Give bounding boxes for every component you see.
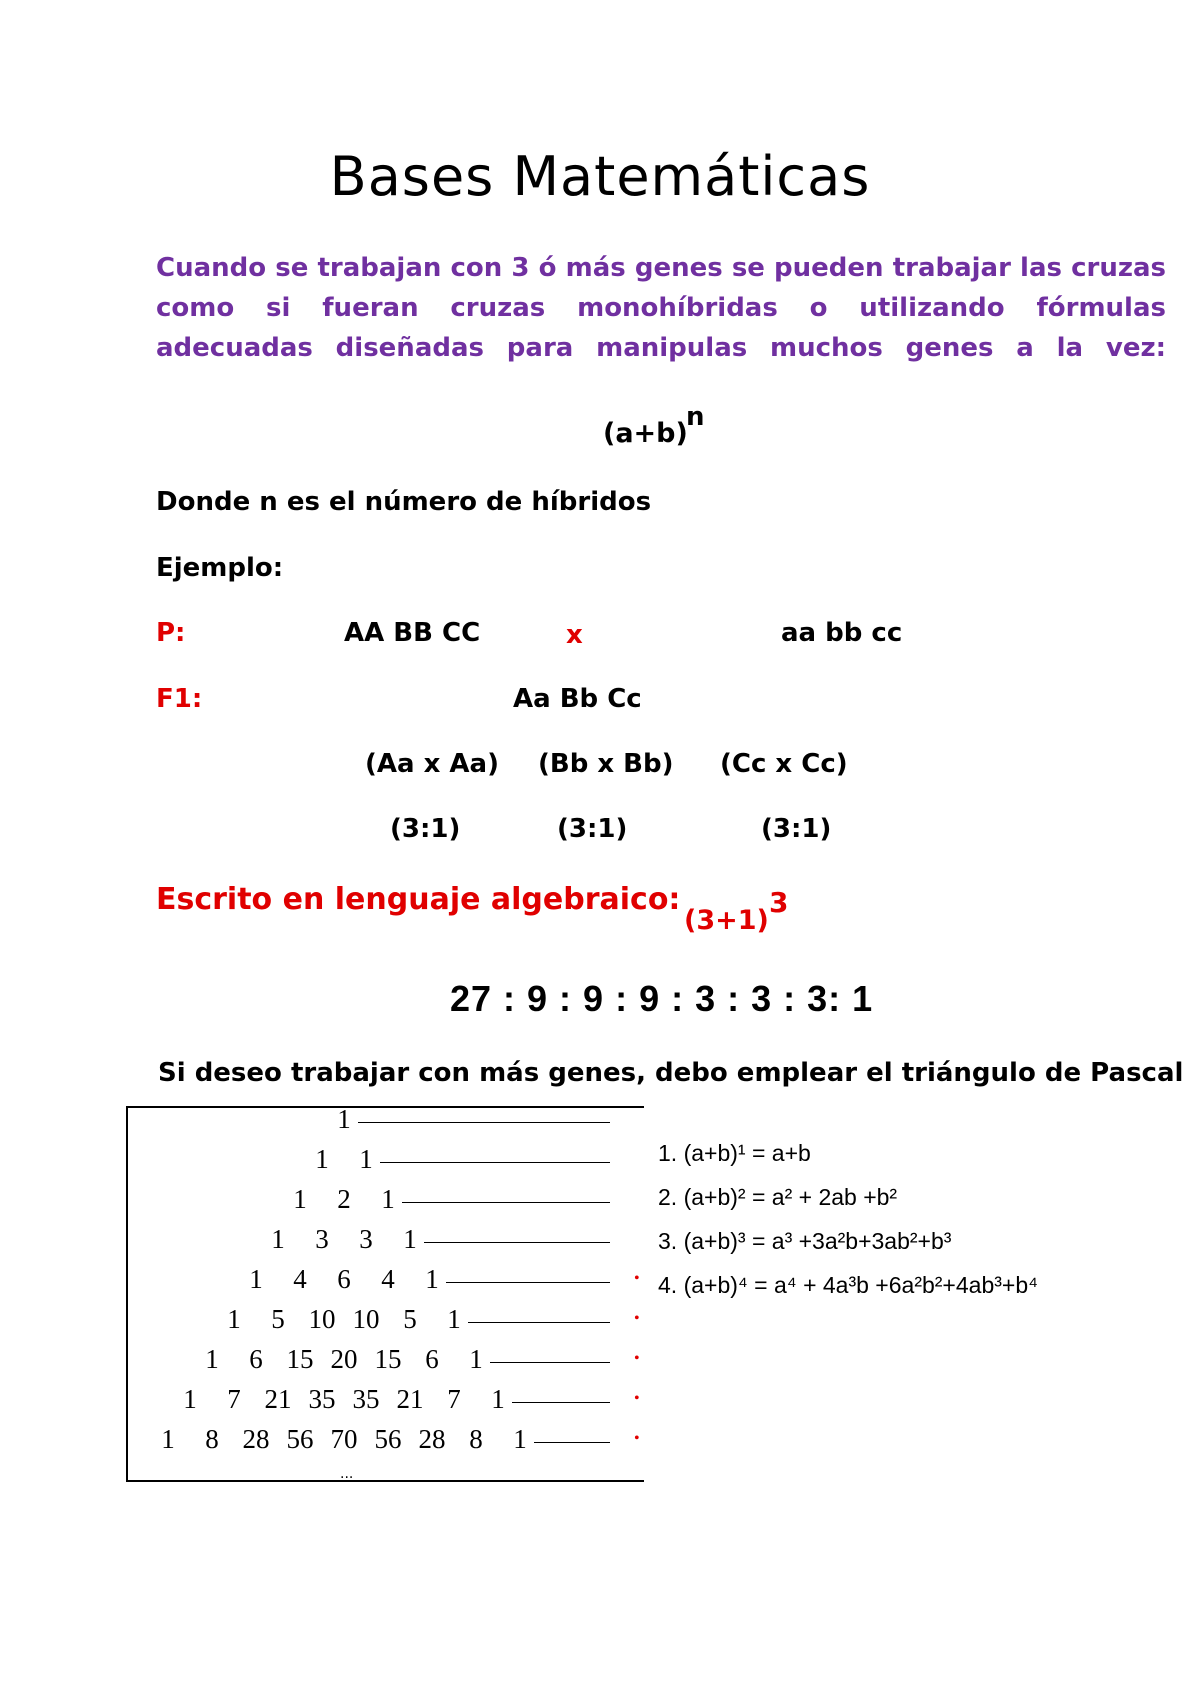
pascal-number: 10 — [352, 1304, 380, 1334]
pascal-number: 5 — [271, 1304, 285, 1334]
expansion-2: 2. (a+b)² = a² + 2ab +b² — [658, 1184, 898, 1210]
pascal-number: 21 — [396, 1384, 424, 1414]
pascal-red-marker: • — [634, 1350, 640, 1367]
pascal-red-marker: • — [634, 1390, 640, 1407]
pascal-row — [128, 1262, 644, 1298]
f1-genotype: Aa Bb Cc — [513, 684, 642, 714]
pascal-number: 1 — [271, 1224, 285, 1254]
cross-b: (Bb x Bb) — [538, 749, 674, 779]
pascal-number: 15 — [286, 1344, 314, 1374]
pascal-number: 56 — [286, 1424, 314, 1454]
pascal-connector-line — [490, 1362, 610, 1363]
ratio-a: (3:1) — [390, 814, 461, 844]
pascal-number: 70 — [330, 1424, 358, 1454]
pascal-number: 1 — [315, 1144, 329, 1174]
algebra-label: Escrito en lenguaje algebraico: — [156, 882, 681, 917]
pascal-number: 1 — [293, 1184, 307, 1214]
pascal-number: 1 — [469, 1344, 483, 1374]
pascal-number: 6 — [425, 1344, 439, 1374]
pascal-red-marker: • — [634, 1270, 640, 1287]
cross-c: (Cc x Cc) — [720, 749, 848, 779]
expansion-3: 3. (a+b)³ = a³ +3a²b+3ab²+b³ — [658, 1228, 952, 1254]
pascal-row — [128, 1142, 644, 1178]
pascal-number: 1 — [381, 1184, 395, 1214]
pascal-number: 7 — [447, 1384, 461, 1414]
algebra-exponent: 3 — [769, 886, 789, 919]
donde-text: Donde n es el número de híbridos — [156, 487, 652, 517]
pascal-number: 7 — [227, 1384, 241, 1414]
pascal-connector-line — [512, 1402, 610, 1403]
intro-paragraph: Cuando se trabajan con 3 ó más genes se pueden trabajar las cruzas como si fueran cruzas monohíbridas o utilizando fórmulas adecuadas diseñadas para manipulas muchos genes a la vez: — [156, 253, 1166, 363]
pascal-row — [128, 1342, 644, 1378]
pascal-connector-line — [446, 1282, 610, 1283]
pascal-number: 8 — [205, 1424, 219, 1454]
pascal-red-marker: • — [634, 1430, 640, 1447]
pascal-number: 6 — [249, 1344, 263, 1374]
pascal-number: 4 — [381, 1264, 395, 1294]
page-title: Bases Matemáticas — [329, 145, 871, 208]
parent1-genotype: AA BB CC — [344, 618, 481, 648]
binomial-base: (a+b) — [603, 418, 688, 449]
binomial-expansions — [658, 1131, 1038, 1307]
pascal-number: 1 — [513, 1424, 527, 1454]
pascal-connector-line — [468, 1322, 610, 1323]
pascal-number: 1 — [403, 1224, 417, 1254]
pascal-number: 2 — [337, 1184, 351, 1214]
pascal-number: 20 — [330, 1344, 358, 1374]
pascal-number: 1 — [491, 1384, 505, 1414]
pascal-number: 56 — [374, 1424, 402, 1454]
parent2-genotype: aa bb cc — [781, 618, 903, 648]
pascal-connector-line — [358, 1122, 610, 1123]
result-ratio: 27 : 9 : 9 : 9 : 3 : 3 : 3: 1 — [450, 978, 874, 1019]
pascal-connector-line — [424, 1242, 610, 1243]
pascal-row — [128, 1106, 644, 1138]
pascal-number: 1 — [337, 1106, 351, 1134]
pascal-number: 15 — [374, 1344, 402, 1374]
expansion-1: 1. (a+b)¹ = a+b — [658, 1140, 811, 1166]
pascal-row — [128, 1182, 644, 1218]
binomial-exponent: n — [686, 402, 705, 432]
pascal-number: 4 — [293, 1264, 307, 1294]
expansion-4: 4. (a+b)⁴ = a⁴ + 4a³b +6a²b²+4ab³+b⁴ — [658, 1272, 1039, 1298]
pascal-number: 10 — [308, 1304, 336, 1334]
pascal-number: 35 — [308, 1384, 336, 1414]
cross-a: (Aa x Aa) — [365, 749, 499, 779]
pascal-number: 1 — [359, 1144, 373, 1174]
f1-label: F1: — [156, 684, 203, 714]
pascal-number: 1 — [227, 1304, 241, 1334]
pascal-number: 1 — [205, 1344, 219, 1374]
pascal-triangle — [126, 1106, 644, 1482]
pascal-number: 1 — [161, 1424, 175, 1454]
pascal-number: 3 — [359, 1224, 373, 1254]
binomial-formula — [603, 402, 705, 449]
pascal-number: 1 — [447, 1304, 461, 1334]
pascal-number: 6 — [337, 1264, 351, 1294]
algebra-base: (3+1) — [684, 905, 769, 936]
ejemplo-label: Ejemplo: — [156, 553, 284, 583]
pascal-connector-line — [402, 1202, 610, 1203]
ratio-b: (3:1) — [557, 814, 628, 844]
pascal-number: 8 — [469, 1424, 483, 1454]
algebra-formula — [684, 886, 789, 936]
pascal-number: 3 — [315, 1224, 329, 1254]
pascal-number: 5 — [403, 1304, 417, 1334]
pascal-number: 1 — [425, 1264, 439, 1294]
pascal-number: 1 — [183, 1384, 197, 1414]
cross-symbol: x — [566, 620, 583, 650]
pascal-red-marker: • — [634, 1310, 640, 1327]
pascal-row — [128, 1422, 644, 1458]
pascal-connector-line — [534, 1442, 610, 1443]
pascal-row — [128, 1382, 644, 1418]
ratio-c: (3:1) — [761, 814, 832, 844]
pascal-number: 35 — [352, 1384, 380, 1414]
pascal-number: 1 — [249, 1264, 263, 1294]
pascal-intro: Si deseo trabajar con más genes, debo emplear el triángulo de Pascal — [158, 1058, 1184, 1088]
pascal-row — [128, 1222, 644, 1258]
pascal-number: 21 — [264, 1384, 292, 1414]
pascal-number: 28 — [242, 1424, 270, 1454]
pascal-ellipsis: ... — [340, 1466, 354, 1482]
pascal-connector-line — [380, 1162, 610, 1163]
pascal-number: 28 — [418, 1424, 446, 1454]
pascal-row — [128, 1302, 644, 1338]
p-label: P: — [156, 618, 186, 648]
